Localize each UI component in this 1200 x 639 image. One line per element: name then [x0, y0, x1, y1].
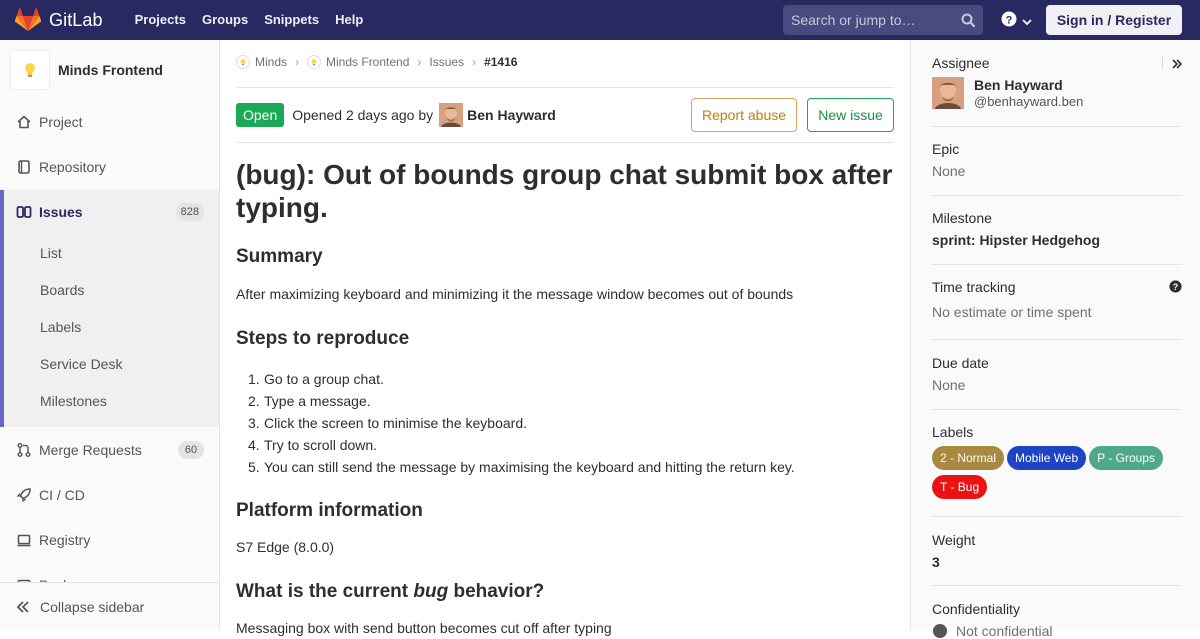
milestone-block: [932, 210, 1182, 248]
labels-label: Labels: [932, 424, 974, 440]
issue-status-row: [236, 98, 894, 132]
sidebar-item-label: Registry: [39, 532, 91, 548]
double-chevron-left-icon: [16, 600, 30, 614]
gitlab-home-link[interactable]: [14, 0, 103, 40]
chevron-right-icon: ›: [295, 55, 300, 69]
status-badge: Open: [236, 103, 284, 127]
assignee-block: [932, 55, 1182, 109]
issues-icon: [16, 204, 32, 220]
weight-block: [932, 532, 1182, 570]
label-pill[interactable]: 2 - Normal: [932, 446, 1004, 470]
top-navbar: [0, 0, 1200, 40]
list-item: 5. You can still send the message by maximising the keyboard and hitting the return key.: [248, 459, 795, 475]
divider: [932, 195, 1182, 196]
chevron-down-icon: [1022, 13, 1032, 29]
label-pill[interactable]: T - Bug: [932, 475, 987, 499]
sidebar-item-label: Project: [39, 114, 83, 130]
platform-text: S7 Edge (8.0.0): [236, 539, 335, 555]
platform-heading: Platform information: [236, 500, 423, 521]
current-behavior-text: Messaging box with send button becomes cut off after typing: [236, 620, 612, 636]
assignee-avatar[interactable]: [932, 77, 964, 109]
steps-list: [248, 368, 795, 478]
list-item: 3. Click the screen to minimise the keyboard.: [248, 415, 527, 431]
nav-help[interactable]: Help: [335, 12, 364, 27]
divider: [932, 516, 1182, 517]
epic-block: [932, 141, 1182, 179]
project-avatar: [10, 50, 50, 90]
sidebar-item-ci-cd[interactable]: [0, 473, 219, 517]
svg-text:?: ?: [1005, 14, 1013, 27]
sign-in-register-button[interactable]: Sign in / Register: [1046, 5, 1182, 35]
time-tracking-label: Time tracking: [932, 279, 1016, 295]
label-pill[interactable]: Mobile Web: [1007, 446, 1086, 470]
sidebar-item-project[interactable]: [0, 100, 219, 144]
sidebar-subitem-boards[interactable]: Boards: [40, 282, 85, 298]
search-box: [783, 5, 983, 35]
left-sidebar: [0, 40, 220, 630]
confidentiality-label: Confidentiality: [932, 601, 1020, 617]
summary-text: After maximizing keyboard and minimizing it the message window becomes out of bounds: [236, 286, 794, 302]
search-icon[interactable]: [961, 13, 975, 30]
due-date-block: [932, 355, 1182, 393]
gitlab-logo-icon: [14, 6, 42, 34]
divider: [236, 87, 894, 88]
summary-heading: Summary: [236, 246, 323, 267]
book-icon: [16, 159, 32, 175]
milestone-value[interactable]: sprint: Hipster Hedgehog: [932, 232, 1101, 248]
list-item: 1. Go to a group chat.: [248, 371, 384, 387]
nav-projects[interactable]: Projects: [134, 12, 186, 27]
sidebar-item-label: Repository: [39, 159, 106, 175]
epic-value: None: [932, 163, 966, 179]
sidebar-item-label: Merge Requests: [39, 442, 142, 458]
sidebar-subitem-list[interactable]: List: [40, 245, 62, 261]
due-date-label: Due date: [932, 355, 989, 371]
rocket-icon: [16, 487, 32, 503]
list-item: 2. Type a message.: [248, 393, 371, 409]
sidebar-subitem-milestones[interactable]: Milestones: [40, 393, 107, 409]
sidebar-item-registry[interactable]: [0, 518, 219, 562]
opened-text: Opened 2 days ago by: [292, 107, 434, 123]
divider: [932, 264, 1182, 265]
time-tracking-block: [932, 279, 1182, 320]
confidentiality-block: [932, 601, 1182, 639]
issue-title: (bug): Out of bounds group chat submit box after typing.: [236, 159, 893, 223]
issue-main: [236, 40, 894, 636]
chevron-right-icon: ›: [472, 55, 477, 69]
assignee-name[interactable]: Ben Hayward: [974, 77, 1063, 93]
nav-links: [127, 0, 372, 40]
time-tracking-value: No estimate or time spent: [932, 304, 1092, 320]
confidentiality-value: Not confidential: [956, 623, 1053, 639]
milestone-label: Milestone: [932, 210, 992, 226]
merge-request-icon: [16, 442, 32, 458]
sidebar-subitem-labels[interactable]: Labels: [40, 319, 82, 335]
eye-icon: [932, 623, 948, 639]
labels-list: [932, 446, 1182, 504]
sidebar-item-label: CI / CD: [39, 487, 85, 503]
weight-value: 3: [932, 554, 940, 570]
divider: [236, 142, 894, 143]
assignee-username: @benhayward.ben: [974, 94, 1084, 109]
weight-label: Weight: [932, 532, 976, 548]
lightbulb-icon: [21, 61, 39, 79]
current-behavior-heading: What is the current bug behavior?: [236, 581, 545, 602]
sidebar-item-repository[interactable]: [0, 145, 219, 189]
new-issue-button[interactable]: New issue: [807, 98, 894, 132]
help-icon[interactable]: [1169, 280, 1182, 296]
merge-requests-count-badge: 60: [178, 441, 204, 459]
svg-text:?: ?: [1172, 281, 1179, 292]
divider: [932, 339, 1182, 340]
avatar[interactable]: [439, 103, 463, 127]
due-date-value: None: [932, 377, 966, 393]
nav-groups[interactable]: Groups: [201, 12, 249, 27]
brand-name: GitLab: [49, 9, 103, 30]
breadcrumb: [236, 55, 517, 69]
issue-right-sidebar: [910, 40, 1200, 639]
lightbulb-icon: [236, 55, 250, 69]
list-item: 4. Try to scroll down.: [248, 437, 378, 453]
divider: [932, 409, 1182, 410]
epic-label: Epic: [932, 141, 960, 157]
chevron-right-icon: ›: [417, 55, 422, 69]
help-dropdown[interactable]: [1001, 11, 1032, 30]
sidebar-item-label: Issues: [39, 204, 83, 220]
assignee-label: Assignee: [932, 55, 990, 71]
nav-snippets[interactable]: Snippets: [264, 12, 320, 27]
breadcrumb-current[interactable]: #1416: [484, 55, 518, 69]
project-name: Minds Frontend: [58, 62, 163, 78]
sidebar-subitem-service-desk[interactable]: Service Desk: [40, 356, 123, 372]
home-icon: [16, 114, 32, 130]
project-header[interactable]: [0, 40, 219, 100]
search-input[interactable]: [791, 12, 956, 28]
label-pill[interactable]: P - Groups: [1089, 446, 1163, 470]
collapse-sidebar-label: Collapse sidebar: [40, 598, 145, 615]
divider: [932, 126, 1182, 127]
breadcrumb-project[interactable]: Minds Frontend: [307, 55, 409, 69]
collapse-sidebar-button[interactable]: [0, 582, 219, 630]
report-abuse-button[interactable]: Report abuse: [691, 98, 797, 132]
issues-count-badge: 828: [176, 203, 204, 221]
question-circle-icon: [1001, 11, 1017, 30]
author-name[interactable]: Ben Hayward: [467, 107, 556, 123]
sidebar-item-merge-requests[interactable]: [0, 428, 219, 472]
container-icon: [16, 532, 32, 548]
labels-block: [932, 424, 1182, 504]
sidebar-item-issues[interactable]: [0, 190, 219, 234]
steps-heading: Steps to reproduce: [236, 328, 410, 349]
lightbulb-icon: [307, 55, 321, 69]
breadcrumb-issues[interactable]: Issues: [429, 55, 465, 69]
divider: [932, 585, 1182, 586]
breadcrumb-group[interactable]: Minds: [236, 55, 287, 69]
